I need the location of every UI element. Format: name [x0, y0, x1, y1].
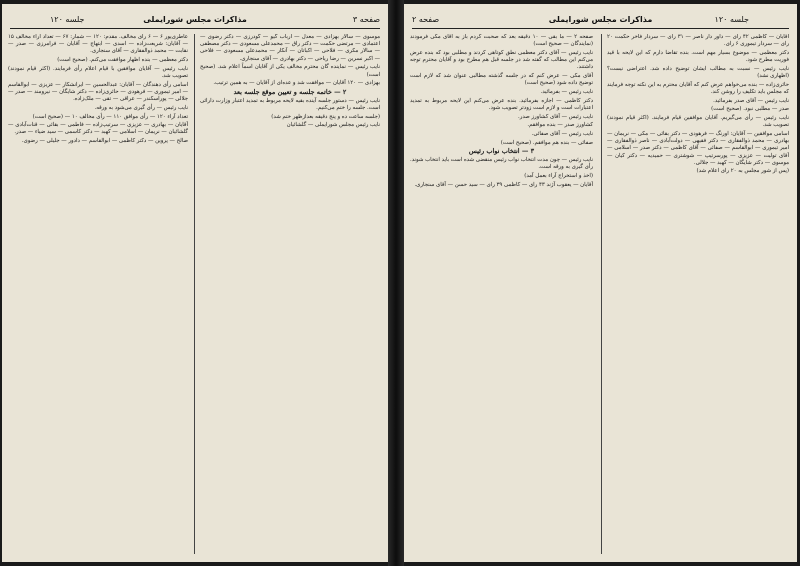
paragraph: نایب رئیس — رأی گیری می‌شود به ورقه. — [94, 104, 188, 111]
paragraph: (اخذ و استخراج آراء بعمل آمد) — [524, 172, 593, 179]
left-page-session: جلسه ۱۲۰ — [50, 15, 85, 24]
left-page-number: صفحه ۳ — [352, 15, 380, 24]
paragraph: دکتر کاظمی — اجازه بفرمائید. بنده عرض می‌کنم این لایحه مربوط به تمدید اعتبارات است و لازم است زودتر تصویب شود. — [410, 97, 593, 111]
paragraph: نایب رئیس — چون مدت انتخاب نواب رئیس منقضی شده است باید انتخاب شوند. رأی گیری به ورقه است. — [410, 157, 593, 171]
paragraph: نایب رئیس — آقای دکتر معظمی نطق کوتاهی کردند و مطلبی بود که بنده عرض می‌کنم این مطالب که گفته شد در جلسه قبل هم مطرح بود و آقایان محترم توجه داشتند. — [410, 49, 593, 71]
paragraph: بهزادی — ۱۲۰ آقایان — موافقت شد و عده‌ای از آقایان — به همین ترتیب. — [213, 80, 380, 87]
paragraph: (جلسه ساعت ده و پنج دقیقه بعدازظهر ختم شد) — [271, 113, 380, 120]
book-gutter — [388, 0, 404, 566]
paragraph: ۳ — انتخاب نواب رئیس — [468, 147, 535, 156]
left-page-column-1 — [200, 34, 380, 554]
right-page-session: جلسه ۱۲۰ — [714, 15, 749, 24]
paragraph: آقای مکی — عرض کنم که در جلسه گذشته مطالبی عنوان شد که لازم است توضیح داده شود (صحیح است) — [410, 73, 593, 87]
paragraph: نایب رئیس — بفرمائید. — [540, 88, 593, 95]
paragraph: آقایان — بهادری — عزیزی — سرتیپ‌زاده — فاطمی — بقائی — قنات‌آبادی — گلشائیان — نریمان — اسلامی — کهبد — دکتر کاسمی — سید ضیاء — صدر. — [8, 122, 188, 136]
column-divider — [194, 34, 195, 554]
paragraph: صفائی — بنده هم موافقم. (صحیح است) — [500, 139, 593, 146]
paragraph: تعداد آراء ۱۲۰ — رأی موافق ۱۱۰ — رأی مخالف ۱۰ — (صحیح است) — [32, 113, 188, 120]
paragraph: نایب رئیس — آقایان موافقین با قیام اعلام رأی فرمایند. (اکثر قیام نمودند) تصویب شد. — [8, 65, 188, 80]
right-page-column-1 — [607, 34, 789, 554]
right-page-column-2 — [410, 34, 593, 554]
left-page-header — [10, 14, 380, 29]
paragraph: کشاورز صدر — بنده موافقم. — [527, 122, 593, 129]
left-page-title-text: مذاکرات مجلس شورایملی — [143, 15, 247, 24]
paragraph: آقایان — کاظمی ۴۲ رای — داور دار ناصر — ۳۱ رای — سردار فاخر حکمت ۲۰ رای — سردار تیموری ۶ رای. — [607, 34, 789, 48]
paragraph: نایب رئیس مجلس شورایملی — گلشائیان — [286, 122, 380, 129]
paragraph: دکتر معظمی — بنده اظهار موافقت می‌کنم. (صحیح است) — [57, 57, 188, 64]
paragraph: نایب رئیس — دستور جلسه آینده بقیه لایحه مربوط به تمدید اعتبار وزارت دارائی است. جلسه را ختم می‌کنیم. — [200, 97, 380, 111]
paragraph: نایب رئیس — آقای صدر بفرمائید. — [713, 97, 789, 104]
left-page-column-2 — [8, 34, 188, 554]
paragraph: نایب رئیس — نماینده گان محترم مخالف یکی از آقایان اسماً اعلام شد. (صحیح است) — [200, 64, 380, 78]
right-page-title-text: مذاکرات مجلس شورایملی — [548, 15, 653, 24]
left-page — [2, 4, 388, 562]
paragraph: نایب رئیس — رأی می‌گیریم. آقایان موافقین قیام فرمایند. (اکثر قیام نمودند) تصویب شد. — [607, 115, 789, 129]
paragraph: نایب رئیس — آقای صفائی. — [531, 130, 593, 137]
paragraph: موسوی — سالار بهزادی — معدل — ارباب گیو — گودرزی — دکتر رضوی — اعتمادی — مرتضی حکمت — دکتر راق — محمدعلی مسعودی — دکتر مصطفی — سالار مکری — فلاحی — اکباتان — آنکار — محمدعلی مسعودی — فلاحی — اکبر نسرین — رضا ریاحی — دکتر بهادری — آقای سنجاری. — [200, 34, 380, 62]
paragraph: ۲ — خاتمه جلسه و تعیین موقع جلسه بعد — [233, 87, 347, 96]
paragraph: اسامی موافقین — آقایان: اورنگ — فرهودی — دکتر بقائی — مکی — نریمان — بهادری — محمد ذوالفقاری — دکتر فقیهی — دولت‌آبادی — ناصر ذوالفقاری — امیر تیموری — ابوالقاسم — صفائی — آقای کاظمی — دکتر صدر — اسلامی — آقای تولیت — عزیزی — پورسرتیپ — شوشتری — حمیدیه — دکتر کیان — موسوی — دکتر شایگان — کهبد — جلالی. — [607, 130, 789, 166]
right-page — [404, 4, 797, 562]
paragraph: نایب رئیس — نسبت به مطالب ایشان توضیح داده شد. اعتراضی نیست؟ (اظهاری نشد) — [607, 65, 789, 80]
paragraph: اسامی رأی دهندگان — آقایان: عبدالحسین — ایرانشکار — عزیزی — ابوالقاسم — امیر تیموری — فرهودی — حائری‌زاده — دکتر شایگان — نیرومند — صدر — جلالی — پوراسکندر — عراقی — تقی — ملک‌زاده. — [8, 81, 188, 103]
paragraph: صدر — مطلبی نبود. (صحیح است) — [711, 106, 789, 113]
paragraph: عاطری‌پور ۶ — ۶ رای مخالف. مقدم: ۱۲۰ — شمار: ۶۷ — تعداد آراء مخالف ۱۵ — آقایان: شریعت‌زاده — اسدی — ابتهاج — آقایان — فرامرزی — صدر — نقابت — محمد ذوالفقاری — آقای سنجاری. — [8, 34, 188, 55]
paragraph: آقایان — یعقوب آژند ۴۳ رای — کاظمی ۳۹ رای — سید حسن — آقای سنجاری. — [414, 181, 593, 188]
paragraph: صفحه ۲ — ما بقی — ۱۰ دقیقه بعد که صحبت کردم باز به آقای مکی فرمودند (نمایندگان — صحیح است) — [410, 34, 593, 48]
paragraph: نایب رئیس — آقای کشاورز صدر. — [518, 113, 593, 120]
right-page-header — [412, 14, 789, 29]
column-divider — [601, 34, 602, 554]
paragraph: دکتر معظمی — موضوع بسیار مهم است. بنده تقاضا دارم که این لایحه با قید فوریت مطرح شود. — [607, 49, 789, 64]
paragraph: (پس از شور مجلس به ۲۰ رای اعلام شد) — [696, 168, 789, 175]
paragraph: صالح — پروین — دکتر کاظمی — ابوالقاسم — دادور — جلیلی — رضوی. — [21, 138, 188, 145]
right-page-number: صفحه ۲ — [412, 15, 440, 24]
paragraph: حائری‌زاده — بنده می‌خواهم عرض کنم که آقایان محترم به این نکته توجه فرمایند که مجلس باید تکلیف را روشن کند. — [607, 81, 789, 95]
